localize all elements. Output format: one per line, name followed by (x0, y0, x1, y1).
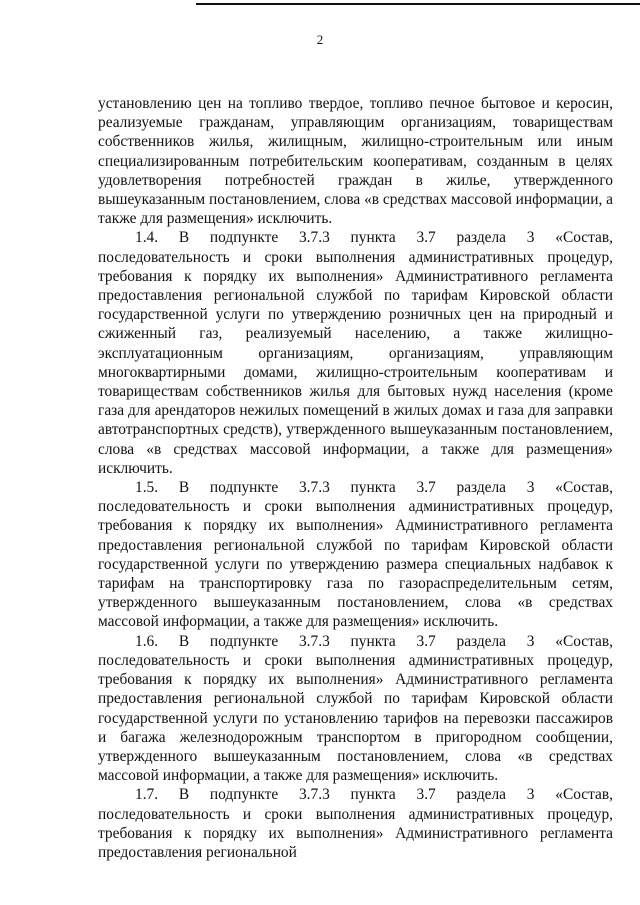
paragraph-1-3-continuation: установлению цен на топливо твердое, топливо печное бытовое и керосин, реализуемые гражданам, управляющим организациям, товариществам собственников жилья, жилищным, жилищно-строительным или иным специализированным потребительским кооперативам, созданным в целях удовлетворения потребностей граждан в жилье, утвержденного вышеуказанным постановлением, слова «в средствах массовой информации, а также для размещения» исключить. (98, 95, 613, 228)
paragraph-1-4: 1.4. В подпункте 3.7.3 пункта 3.7 раздела 3 «Состав, последовательность и сроки выполнения административных процедур, требования к порядку их выполнения» Административного регламента предоставления региональной службой по тарифам Кировской области государственной услуги по утверждению розничных цен на природный и сжиженный газ, реализуемый населению, а также жилищно-эксплуатационным организациям, организациям, управляющим многоквартирными домами, жилищно-строительным кооперативам и товариществам собственников жилья для бытовых нужд населения (кроме газа для арендаторов нежилых помещений в жилых домах и газа для заправки автотранспортных средств), утвержденного вышеуказанным постановлением, слова «в средствах массовой информации, а также для размещения» исключить. (98, 229, 613, 477)
page-number: 2 (316, 32, 324, 47)
paragraph-1-7: 1.7. В подпункте 3.7.3 пункта 3.7 раздела 3 «Состав, последовательность и сроки выполнения административных процедур, требования к порядку их выполнения» Административного регламента предоставления региональной (98, 786, 613, 861)
header-rule (196, 3, 640, 5)
document-body (98, 94, 613, 862)
paragraph-1-6: 1.6. В подпункте 3.7.3 пункта 3.7 раздела 3 «Состав, последовательность и сроки выполнения административных процедур, требования к порядку их выполнения» Административного регламента предоставления региональной службой по тарифам Кировской области государственной услуги по установлению тарифов на перевозки пассажиров и багажа железнодорожным транспортом в пригородном сообщении, утвержденного вышеуказанным постановлением, слова «в средствах массовой информации, а также для размещения» исключить. (98, 632, 613, 785)
paragraph-1-5: 1.5. В подпункте 3.7.3 пункта 3.7 раздела 3 «Состав, последовательность и сроки выполнения административных процедур, требования к порядку их выполнения» Административного регламента предоставления региональной службой по тарифам Кировской области государственной услуги по утверждению размера специальных надбавок к тарифам на транспортировку газа по газораспределительным сетям, утвержденного вышеуказанным постановлением, слова «в средствах массовой информации, а также для размещения» исключить. (98, 479, 613, 631)
